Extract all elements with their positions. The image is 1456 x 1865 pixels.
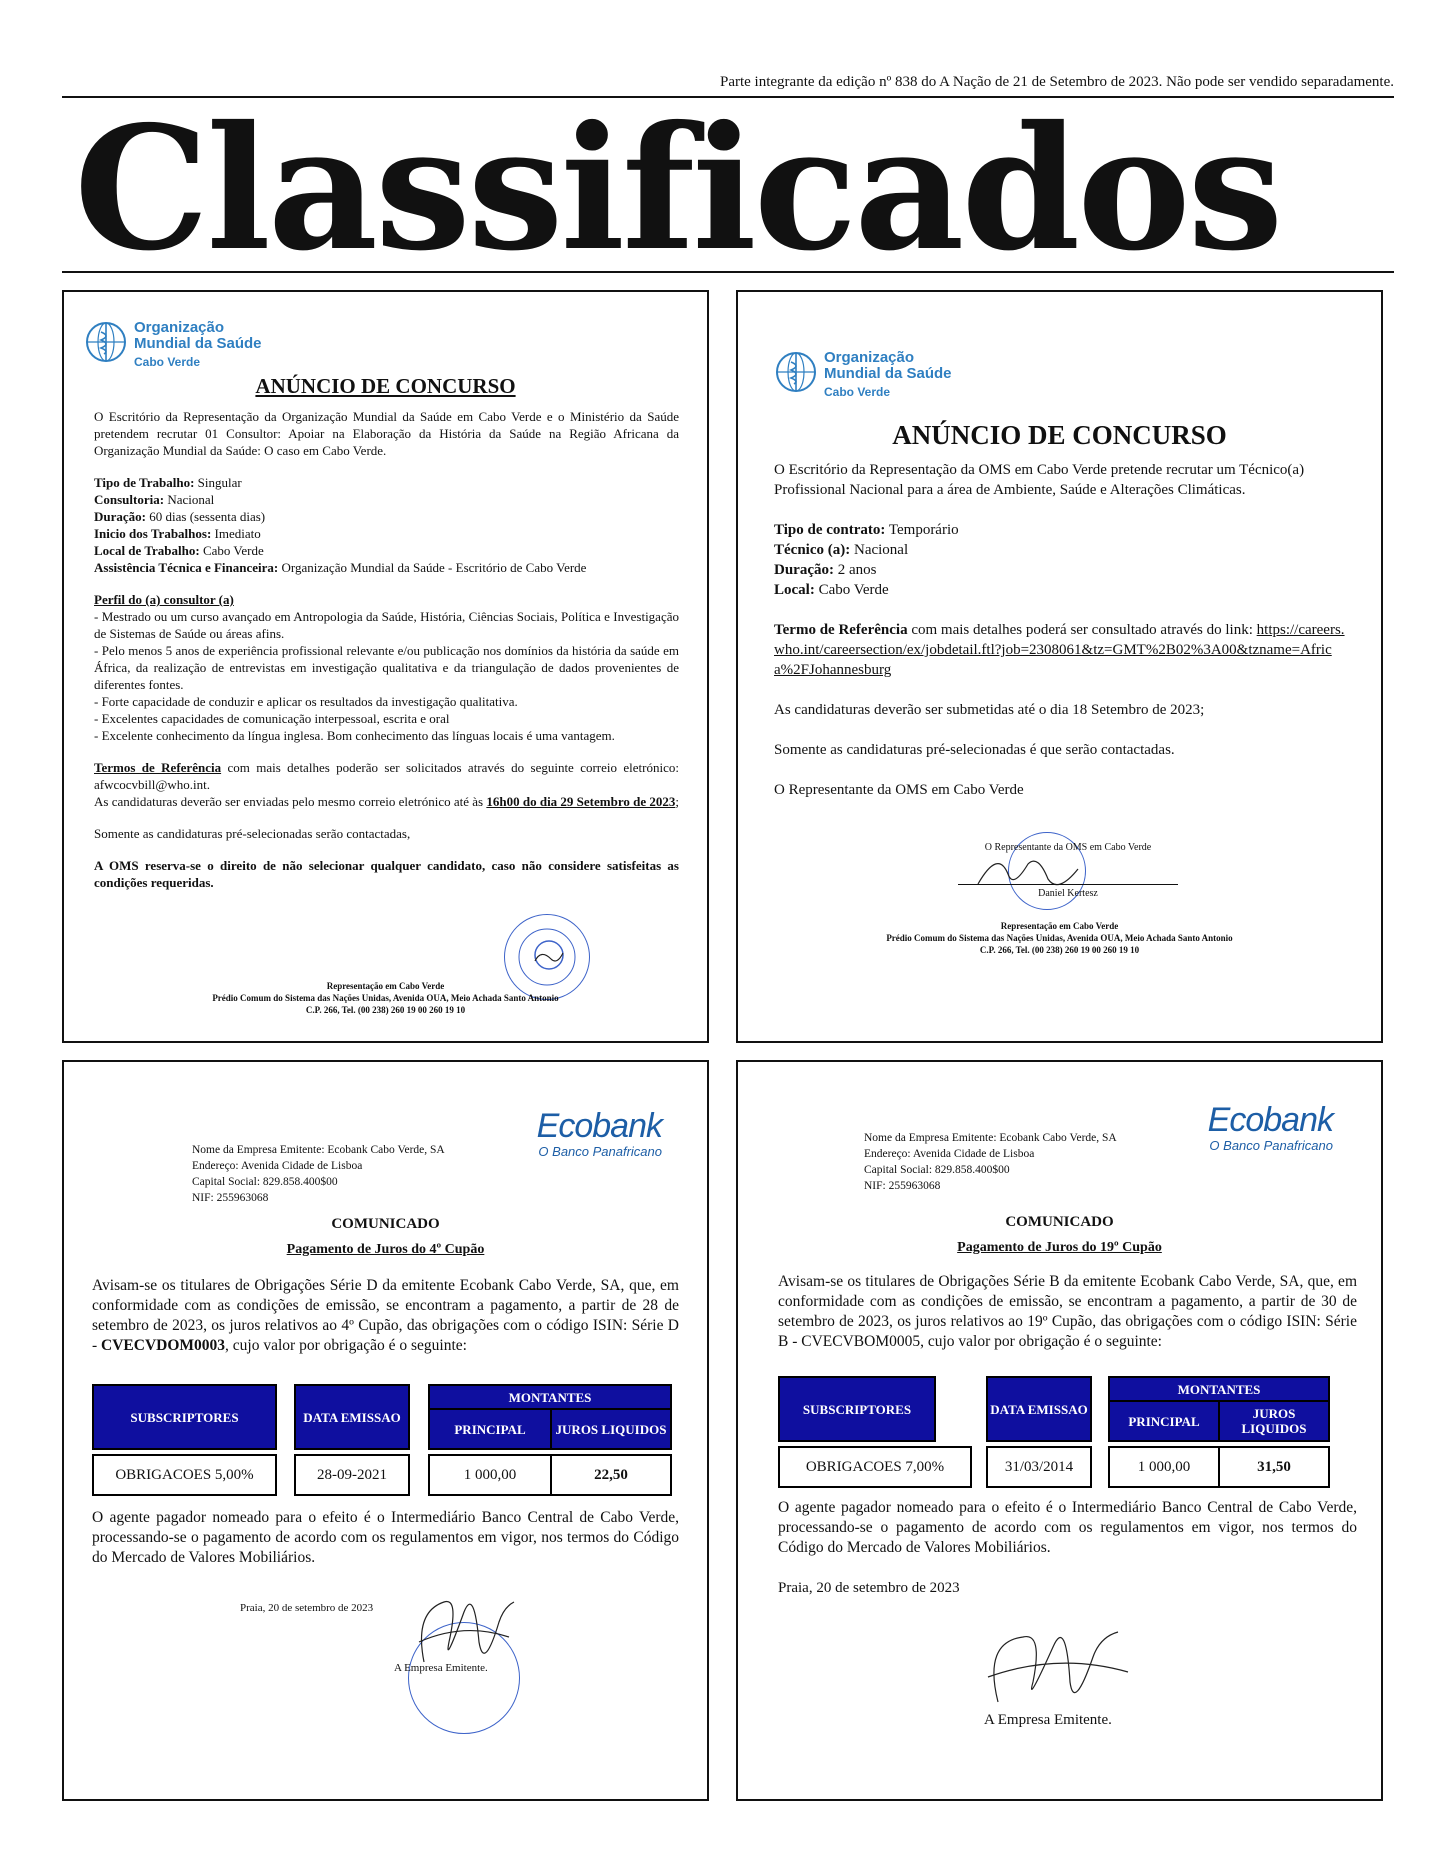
cell-data-emissao: 28-09-2021: [294, 1454, 410, 1496]
ad2-field: [774, 560, 1345, 580]
who-logo-line3: Cabo Verde: [824, 385, 891, 399]
ad2-field-label: Técnico (a):: [774, 542, 851, 558]
who-logo-line1: Organização: [134, 319, 225, 336]
ad2-deadline: As candidaturas deverão ser submetidas até o dia 18 Setembro de 2023;: [774, 702, 1205, 718]
who-logo: [84, 320, 262, 369]
ad4-title: COMUNICADO: [1005, 1214, 1114, 1230]
ad2-closing: O Representante da OMS em Cabo Verde: [774, 782, 1024, 798]
masthead-rule: [62, 271, 1394, 273]
ad1-field: [94, 559, 679, 576]
ad2-field: [774, 520, 1345, 540]
header-subscritores: SUBSCRIPTORES: [92, 1384, 277, 1450]
ad3-agent: O agente pagador nomeado para o efeito é o Intermediário Banco Central de Cabo Verde, processando-se o pagamento de acordo com os regulamentos em vigor, nos termos do Código do Mercado de Valores Mobiliários.: [92, 1509, 679, 1566]
ad4-issuer: Nome da Empresa Emitente: Ecobank Cabo Verde, SA Endereço: Avenida Cidade de Lisboa Capital Social: 829.858.400$00 NIF: 255963068: [864, 1132, 1117, 1192]
ecobank-logo-tagline: O Banco Panafricano: [538, 1144, 662, 1159]
list-item: - Excelentes capacidades de comunicação interpessoal, escrita e oral: [94, 711, 450, 726]
ad3-title: COMUNICADO: [331, 1216, 440, 1232]
ad4-subtitle: Pagamento de Juros do 19º Cupão: [957, 1240, 1162, 1255]
ad-who-technician: [736, 290, 1383, 1043]
ecobank-logo-tagline: O Banco Panafricano: [1209, 1138, 1333, 1153]
ad3-coupon-table: [92, 1384, 672, 1496]
ad4-date: Praia, 20 de setembro de 2023: [778, 1580, 960, 1596]
ad1-field-label: Local de Trabalho:: [94, 543, 200, 558]
ad1-profile-title: Perfil do (a) consultor (a): [94, 592, 234, 607]
cell-principal: 1 000,00: [428, 1454, 552, 1496]
ad1-field-value: Imediato: [214, 526, 261, 541]
ad2-title: ANÚNCIO DE CONCURSO: [892, 420, 1227, 450]
ad2-field-value: Cabo Verde: [818, 582, 889, 598]
header-montantes: MONTANTES: [1108, 1376, 1330, 1402]
ad1-field-label: Tipo de Trabalho:: [94, 475, 195, 490]
cell-subscritores: OBRIGACOES 7,00%: [778, 1446, 972, 1488]
header-principal: PRINCIPAL: [428, 1408, 552, 1450]
ad-ecobank-coupon-4: [62, 1060, 709, 1801]
ad1-footer: Representação em Cabo Verde Prédio Comum do Sistema das Nações Unidas, Avenida OUA, Meio Achada Santo Antonio C.P. 266, Tel. (00 238) 260 19 00 260 19 10: [212, 981, 559, 1015]
ad4-body: Avisam-se os titulares de Obrigações Série B da emitente Ecobank Cabo Verde, SA, que, em conformidade com as condições de emissão, se encontram a pagamento, a partir de 30 de setembro de 2023, os juros relativos ao 19º Cupão, das obrigações com o código ISIN: Série B - CVECVBOM0005, cujo valor por obrigação é o seguinte:: [778, 1273, 1357, 1350]
ad3-date: Praia, 20 de setembro de 2023: [240, 1602, 374, 1614]
ad1-field: [94, 542, 679, 559]
ad1-title: ANÚNCIO DE CONCURSO: [255, 374, 516, 398]
ecobank-logo: [1208, 1102, 1333, 1153]
ad1-fields: [94, 474, 679, 576]
ad2-footer: Representação em Cabo Verde Prédio Comum do Sistema das Nações Unidas, Avenida OUA, Meio Achada Santo Antonio C.P. 266, Tel. (00 238) 260 19 00 260 19 10: [886, 921, 1233, 955]
ad1-field-value: 60 dias (sessenta dias): [149, 509, 266, 524]
ecobank-logo-name: Ecobank: [1207, 1101, 1333, 1139]
ad2-sig-name: Daniel Kertesz: [1038, 888, 1098, 899]
ad2-field-value: Temporário: [888, 522, 959, 538]
list-item: - Forte capacidade de conduzir e aplicar os resultados da investigação qualitativa.: [94, 694, 518, 709]
ecobank-logo: [537, 1108, 662, 1159]
ad1-field-value: Nacional: [167, 492, 215, 507]
ad1-body: [94, 408, 679, 891]
ad2-body: [774, 460, 1345, 800]
cell-juros-liquidos: 22,50: [550, 1454, 672, 1496]
who-logo-line2: Mundial da Saúde: [134, 335, 262, 352]
cell-juros-liquidos: 31,50: [1218, 1446, 1330, 1488]
ad3-signer: A Empresa Emitente.: [394, 1662, 488, 1674]
ad1-field-value: Organização Mundial da Saúde - Escritório de Cabo Verde: [281, 560, 587, 575]
ad1-field: [94, 508, 679, 525]
list-item: - Mestrado ou um curso avançado em Antropologia da Saúde, História, Ciências Sociais, Política e Investigação de Sistemas de Saúde ou áreas afins.: [94, 609, 679, 641]
header-data-emissao: DATA EMISSAO: [294, 1384, 410, 1450]
ad1-profile-list: [94, 608, 679, 744]
ad2-signature-block: [958, 832, 1178, 918]
cell-data-emissao: 31/03/2014: [986, 1446, 1092, 1488]
ad1-terms: Termos de Referência com mais detalhes poderão ser solicitados através do seguinte correio eletrónico: afwcocvbill@who.int.: [94, 760, 679, 792]
ad1-field-label: Consultoria:: [94, 492, 165, 507]
ad1-field-label: Assistência Técnica e Financeira:: [94, 560, 279, 575]
ad1-shortlist: Somente as candidaturas pré-selecionadas serão contactadas,: [94, 826, 411, 841]
ad3-issuer: Nome da Empresa Emitente: Ecobank Cabo Verde, SA Endereço: Avenida Cidade de Lisboa Capital Social: 829.858.400$00 NIF: 255963068: [192, 1144, 445, 1204]
ad1-field: [94, 474, 679, 491]
ad2-field-label: Duração:: [774, 562, 834, 578]
ecobank-logo-name: Ecobank: [536, 1107, 662, 1145]
ad1-intro: O Escritório da Representação da Organização Mundial da Saúde em Cabo Verde e o Ministério da Saúde pretendem recrutar 01 Consultor: Apoiar na Elaboração da História da Saúde na Região Africana da Organização Mundial da Saúde: O caso em Cabo Verde.: [94, 409, 679, 458]
ad2-fields: [774, 520, 1345, 600]
ad2-terms: Termo de Referência com mais detalhes poderá ser consultado através do link: https://careers.who.int/careersection/ex/jobdetail.ftl?job=2308061&tz=GMT%2B02%3A00&tzname=Africa%2FJohannesburg: [774, 622, 1345, 678]
header-juros-liquidos: JUROS LIQUIDOS: [1218, 1400, 1330, 1442]
who-emblem-icon: [774, 350, 818, 394]
header-principal: PRINCIPAL: [1108, 1400, 1220, 1442]
ad1-field-value: Singular: [197, 475, 242, 490]
ad2-field-label: Tipo de contrato:: [774, 522, 886, 538]
ad2-field-label: Local:: [774, 582, 815, 598]
ad1-field: [94, 491, 679, 508]
ad2-sig-title: O Representante da OMS em Cabo Verde: [984, 842, 1152, 853]
who-logo: [774, 350, 952, 399]
ad4-signer: A Empresa Emitente.: [984, 1712, 1112, 1728]
who-emblem-icon: [84, 320, 128, 364]
masthead-title: Classificados: [74, 89, 1281, 289]
list-item: - Pelo menos 5 anos de experiência profissional relevante e/ou publicação nos domínios da história da saúde em África, da realização de entrevistas em investigação qualitativa e da triangulação de dados provenientes de diferentes fontes.: [94, 643, 679, 692]
list-item: - Excelente conhecimento da língua inglesa. Bom conhecimento das línguas locais é uma vantagem.: [94, 728, 615, 743]
ad1-reserve: A OMS reserva-se o direito de não selecionar qualquer candidato, caso não considere satisfeitas as condições requeridas.: [94, 858, 679, 890]
ad2-field: [774, 580, 1345, 600]
ad1-field-label: Duração:: [94, 509, 146, 524]
cell-subscritores: OBRIGACOES 5,00%: [92, 1454, 277, 1496]
who-logo-line2: Mundial da Saúde: [824, 365, 952, 382]
ad2-field-value: 2 anos: [837, 562, 877, 578]
ad3-body: Avisam-se os titulares de Obrigações Série D da emitente Ecobank Cabo Verde, SA, que, em conformidade com as condições de emissão, se encontram a pagamento, a partir de 28 de setembro de 2023, os juros relativos ao 4º Cupão, das obrigações com o código ISIN: Série D - CVECVDOM0003, cujo valor por obrigação é o seguinte:: [92, 1277, 679, 1354]
ad1-field-value: Cabo Verde: [202, 543, 264, 558]
header-juros-liquidos: JUROS LIQUIDOS: [550, 1408, 672, 1450]
ad2-field: [774, 540, 1345, 560]
ad2-shortlist: Somente as candidaturas pré-selecionadas é que serão contactadas.: [774, 742, 1175, 758]
ad1-deadline: As candidaturas deverão ser enviadas pelo mesmo correio eletrónico até às 16h00 do dia 29 Setembro de 2023;: [94, 794, 679, 809]
ad4-coupon-table: [778, 1376, 1330, 1488]
ad4-agent: O agente pagador nomeado para o efeito é o Intermediário Banco Central de Cabo Verde, processando-se o pagamento de acordo com os regulamentos em vigor, nos termos do Código do Mercado de Valores Mobiliários.: [778, 1499, 1357, 1556]
ad2-terms-link[interactable]: https://careers.who.int/careersection/ex/jobdetail.ftl?job=2308061&tz=GMT%2B02%3A00&tzname=Africa%2FJohannesburg: [774, 622, 1345, 678]
ad1-field-label: Inicio dos Trabalhos:: [94, 526, 212, 541]
who-logo-line1: Organização: [824, 349, 915, 366]
signature-scribble-icon: [978, 1612, 1138, 1722]
who-logo-line3: Cabo Verde: [134, 355, 201, 369]
ad2-intro: O Escritório da Representação da OMS em Cabo Verde pretende recrutar um Técnico(a) Profissional Nacional para a área de Ambiente, Saúde e Alterações Climáticas.: [774, 462, 1305, 498]
ad2-field-value: Nacional: [853, 542, 909, 558]
edition-note: Parte integrante da edição nº 838 do A Nação de 21 de Setembro de 2023. Não pode ser vendido separadamente.: [62, 74, 1394, 98]
header-subscritores: SUBSCRIPTORES: [778, 1376, 936, 1442]
cell-principal: 1 000,00: [1108, 1446, 1220, 1488]
ad3-subtitle: Pagamento de Juros do 4º Cupão: [286, 1242, 485, 1257]
header-montantes: MONTANTES: [428, 1384, 672, 1410]
ad-ecobank-coupon-19: [736, 1060, 1383, 1801]
header-data-emissao: DATA EMISSAO: [986, 1376, 1092, 1442]
ad-who-consultant: [62, 290, 709, 1043]
ad1-field: [94, 525, 679, 542]
